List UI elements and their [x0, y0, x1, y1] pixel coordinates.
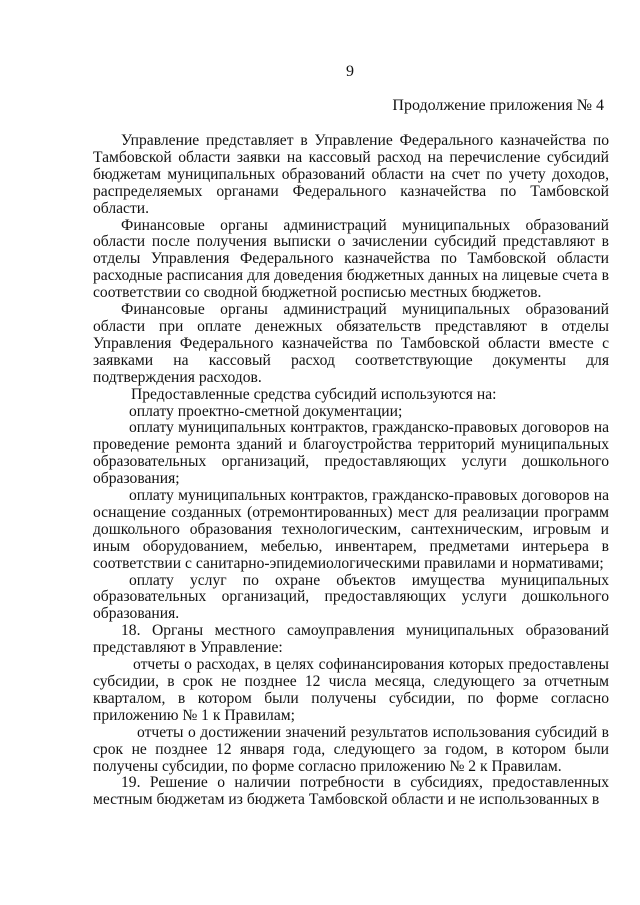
paragraph-financial-bodies-payments: Финансовые органы администраций муниципальных образований области при оплате денежных обязательств представляют в отделы Управления Федерального казначейства по Тамбовской области вместе с заявками на кассовый расход соответствующие документы для подтверждения расходов.	[93, 301, 609, 386]
list-item-design-documentation: оплату проектно-сметной документации;	[129, 402, 403, 420]
appendix-continuation-header: Продолжение приложения № 4	[392, 97, 604, 114]
paragraph-treasury-requests: Управление представляет в Управление Федерального казначейства по Тамбовской области заявки на кассовый расход на перечисление субсидий бюджетам муниципальных образований области на счет по учету доходов, распределяемых органами Федерального казначейства по Тамбовской области.	[93, 132, 609, 217]
paragraph-section-19: 19. Решение о наличии потребности в субсидиях, предоставленных местным бюджетам из бюджета Тамбовской области и не использованных в	[93, 774, 609, 809]
list-item-results-reports: отчеты о достижении значений результатов использования субсидий в срок не позднее 12 января года, следующего за годом, в котором были получены субсидии, по форме согласно приложению № 2 к Правилам.	[93, 723, 609, 775]
paragraph-financial-bodies-schedules: Финансовые органы администраций муниципальных образований области после получения выписки о зачислении субсидий представляют в отделы Управления Федерального казначейства по Тамбовской области расходные расписания для доведения бюджетных данных на лицевые счета в соответствии со сводной бюджетной росписью местных бюджетов.	[93, 216, 609, 302]
list-item-repair-contracts: оплату муниципальных контрактов, гражданско-правовых договоров на проведение ремонта зданий и благоустройства территорий муниципальных образовательных организаций, предоставляющих услуги дошкольного образования;	[93, 419, 609, 488]
list-item-expense-reports: отчеты о расходах, в целях софинансирования которых предоставлены субсидии, в срок не позднее 12 числа месяца, следующего за отчетным кварталом, в котором были получены субсидии, по форме согласно приложению № 1 к Правилам;	[93, 656, 609, 724]
document-body	[93, 133, 609, 809]
paragraph-subsidy-usage-intro: Предоставленные средства субсидий используются на:	[131, 385, 497, 403]
list-item-security-services: оплату услуг по охране объектов имущества муниципальных образовательных организаций, предоставляющих услуги дошкольного образования.	[93, 571, 609, 623]
page-number: 9	[346, 63, 354, 80]
list-item-equipment-contracts: оплату муниципальных контрактов, гражданско-правовых договоров на оснащение созданных (отремонтированных) мест для реализации программ дошкольного образования технологическим, сантехническим, игровым и иным оборудованием, мебелью, инвентарем, предметами интерьера в соответствии с санитарно-эпидемиологическими правилами и нормативами;	[93, 487, 609, 572]
paragraph-section-18: 18. Органы местного самоуправления муниципальных образований представляют в Управление:	[93, 622, 609, 657]
